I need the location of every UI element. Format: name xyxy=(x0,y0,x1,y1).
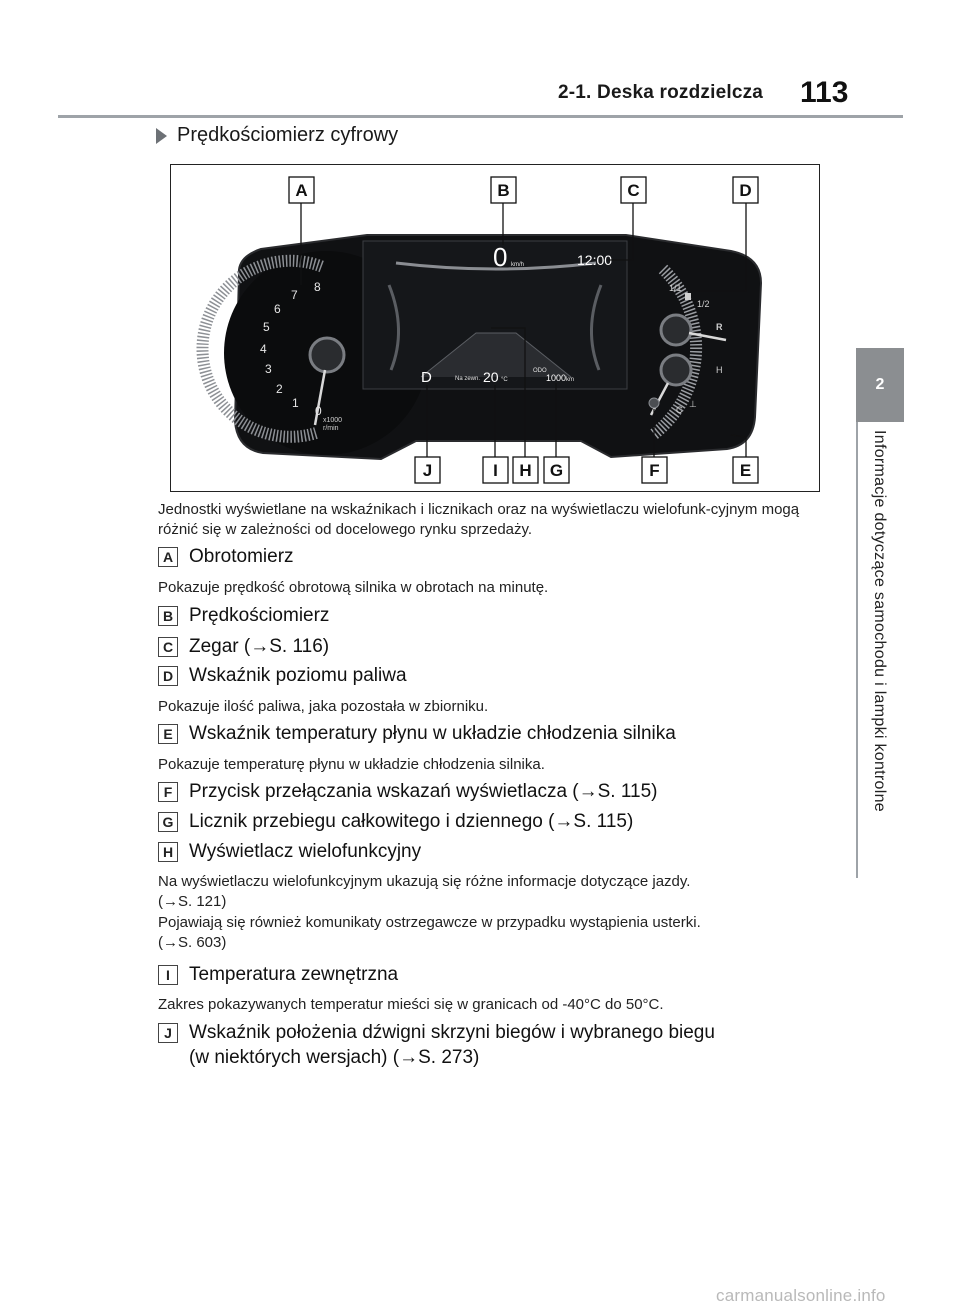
item-f xyxy=(158,781,657,803)
callout-g: G xyxy=(549,461,564,480)
item-h-desc-line-1: Na wyświetlaczu wielofunkcyjnym ukazują się różne informacje dotyczące jazdy. xyxy=(158,873,691,890)
tach-label-4: 4 xyxy=(260,342,267,356)
item-d xyxy=(158,665,407,687)
coolant-cold-label: C xyxy=(676,405,683,415)
fuel-full-label: 1/1 xyxy=(669,283,682,293)
instrument-cluster-illustration xyxy=(171,165,821,493)
triangle-bullet-icon xyxy=(156,128,167,144)
item-b-title: Prędkościomierz xyxy=(189,605,330,626)
item-i-badge: I xyxy=(158,965,178,985)
item-c-title: Zegar (→S. 116) xyxy=(189,636,330,657)
section-heading xyxy=(156,124,398,147)
fuel-pump-icon xyxy=(685,293,691,300)
coolant-thermometer-icon: ⊥ xyxy=(689,400,697,410)
instrument-cluster-figure xyxy=(170,164,820,492)
callout-c: C xyxy=(627,181,640,200)
item-a-title: Obrotomierz xyxy=(189,546,294,567)
watermark: carmanualsonline.info xyxy=(716,1286,886,1305)
item-a-badge: A xyxy=(158,547,178,567)
item-d-title: Wskaźnik poziomu paliwa xyxy=(189,665,407,686)
item-d-desc: Pokazuje ilość paliwa, jaka pozostała w zbiorniku. xyxy=(158,698,489,715)
speed-unit: km/h xyxy=(511,262,525,268)
tach-unit-top: x1000 xyxy=(323,417,343,424)
fuel-gauge-hub xyxy=(661,315,691,345)
item-c-badge: C xyxy=(158,637,178,657)
item-i-title: Temperatura zewnętrzna xyxy=(189,964,399,985)
item-f-badge: F xyxy=(158,782,178,802)
item-i-desc: Zakres pokazywanych temperatur mieści się w granicach od -40°C do 50°C. xyxy=(158,996,664,1013)
outside-temp-unit: °C xyxy=(501,377,508,383)
callout-i: I xyxy=(493,461,498,480)
speed-value: 0 xyxy=(493,242,508,272)
callout-f: F xyxy=(649,461,660,480)
outside-temp-label: Na zewn. xyxy=(455,376,481,382)
section-heading-text: Prędkościomierz cyfrowy xyxy=(177,124,399,146)
tach-label-5: 5 xyxy=(263,320,270,334)
item-h-desc-line-3: Pojawiają się również komunikaty ostrzegawcze w przypadku wystąpienia usterki. xyxy=(158,914,701,931)
item-e-title: Wskaźnik temperatury płynu w układzie chłodzenia silnika xyxy=(189,723,676,744)
intro-paragraph: Jednostki wyświetlane na wskaźnikach i licznikach oraz na wyświetlaczu wielofunk-cyjnym mogą różnić się w zależności od docelowego rynku sprzedaży. xyxy=(158,501,800,538)
item-b xyxy=(158,605,329,627)
item-h-title: Wyświetlacz wielofunkcyjny xyxy=(189,841,422,862)
sidebar-chapter-title: Informacje dotyczące samochodu i lampki kontrolne xyxy=(871,430,888,812)
item-h-desc-line-4: (→S. 603) xyxy=(158,934,227,951)
gear-indicator: D xyxy=(421,369,432,386)
tach-label-0: 0 xyxy=(315,404,322,418)
coolant-gauge-hub xyxy=(661,355,691,385)
coolant-hot-label: H xyxy=(716,365,723,375)
item-f-title: Przycisk przełączania wskazań wyświetlacza (→S. 115) xyxy=(189,781,658,802)
item-j-title: Wskaźnik położenia dźwigni skrzyni biegów i wybranego biegu xyxy=(189,1022,715,1043)
callout-h: H xyxy=(519,461,532,480)
odo-label: ODO xyxy=(533,368,547,374)
clock-value: 12:00 xyxy=(577,252,613,268)
item-h xyxy=(158,841,421,863)
item-e-desc: Pokazuje temperaturę płynu w układzie chłodzenia silnika. xyxy=(158,756,545,773)
callout-j: J xyxy=(422,461,433,480)
callout-d: D xyxy=(739,181,752,200)
display-switch-button xyxy=(649,398,659,408)
tach-label-8: 8 xyxy=(314,280,321,294)
chapter-tab xyxy=(856,348,904,422)
fuel-half-label: 1/2 xyxy=(697,299,710,309)
tach-label-2: 2 xyxy=(276,382,283,396)
chapter-number: 2 xyxy=(875,376,885,393)
item-h-badge: H xyxy=(158,842,178,862)
header-rule xyxy=(58,115,903,118)
item-e-badge: E xyxy=(158,724,178,744)
fuel-reserve-label: R xyxy=(716,322,723,332)
callout-a: A xyxy=(295,181,308,200)
item-b-badge: B xyxy=(158,606,178,626)
outside-temp-value: 20 xyxy=(483,369,499,385)
tach-label-1: 1 xyxy=(292,396,299,410)
item-j-badge: J xyxy=(158,1023,178,1043)
odo-unit: km xyxy=(566,377,574,383)
item-c xyxy=(158,636,329,658)
item-j-title-line-2: (w niektórych wersjach) (→S. 273) xyxy=(189,1047,480,1068)
tach-label-3: 3 xyxy=(265,362,272,376)
item-e xyxy=(158,723,676,745)
callout-b: B xyxy=(497,181,510,200)
item-a xyxy=(158,546,294,568)
item-h-desc-line-2: (→S. 121) xyxy=(158,893,227,910)
item-d-badge: D xyxy=(158,666,178,686)
odo-value: 1000 xyxy=(546,373,567,383)
callout-e: E xyxy=(739,461,752,480)
tach-label-6: 6 xyxy=(274,302,281,316)
tach-label-7: 7 xyxy=(291,288,298,302)
item-g-title: Licznik przebiegu całkowitego i dziennego (→S. 115) xyxy=(189,811,634,832)
page-number: 113 xyxy=(800,76,849,109)
chapter-header-title: 2-1. Deska rozdzielcza xyxy=(558,82,764,103)
item-j xyxy=(158,1022,715,1044)
item-a-desc: Pokazuje prędkość obrotową silnika w obrotach na minutę. xyxy=(158,579,549,596)
tachometer-hub xyxy=(310,338,344,372)
item-g-badge: G xyxy=(158,812,178,832)
item-i xyxy=(158,964,398,986)
tach-unit-bottom: r/min xyxy=(323,425,339,432)
item-g xyxy=(158,811,633,833)
